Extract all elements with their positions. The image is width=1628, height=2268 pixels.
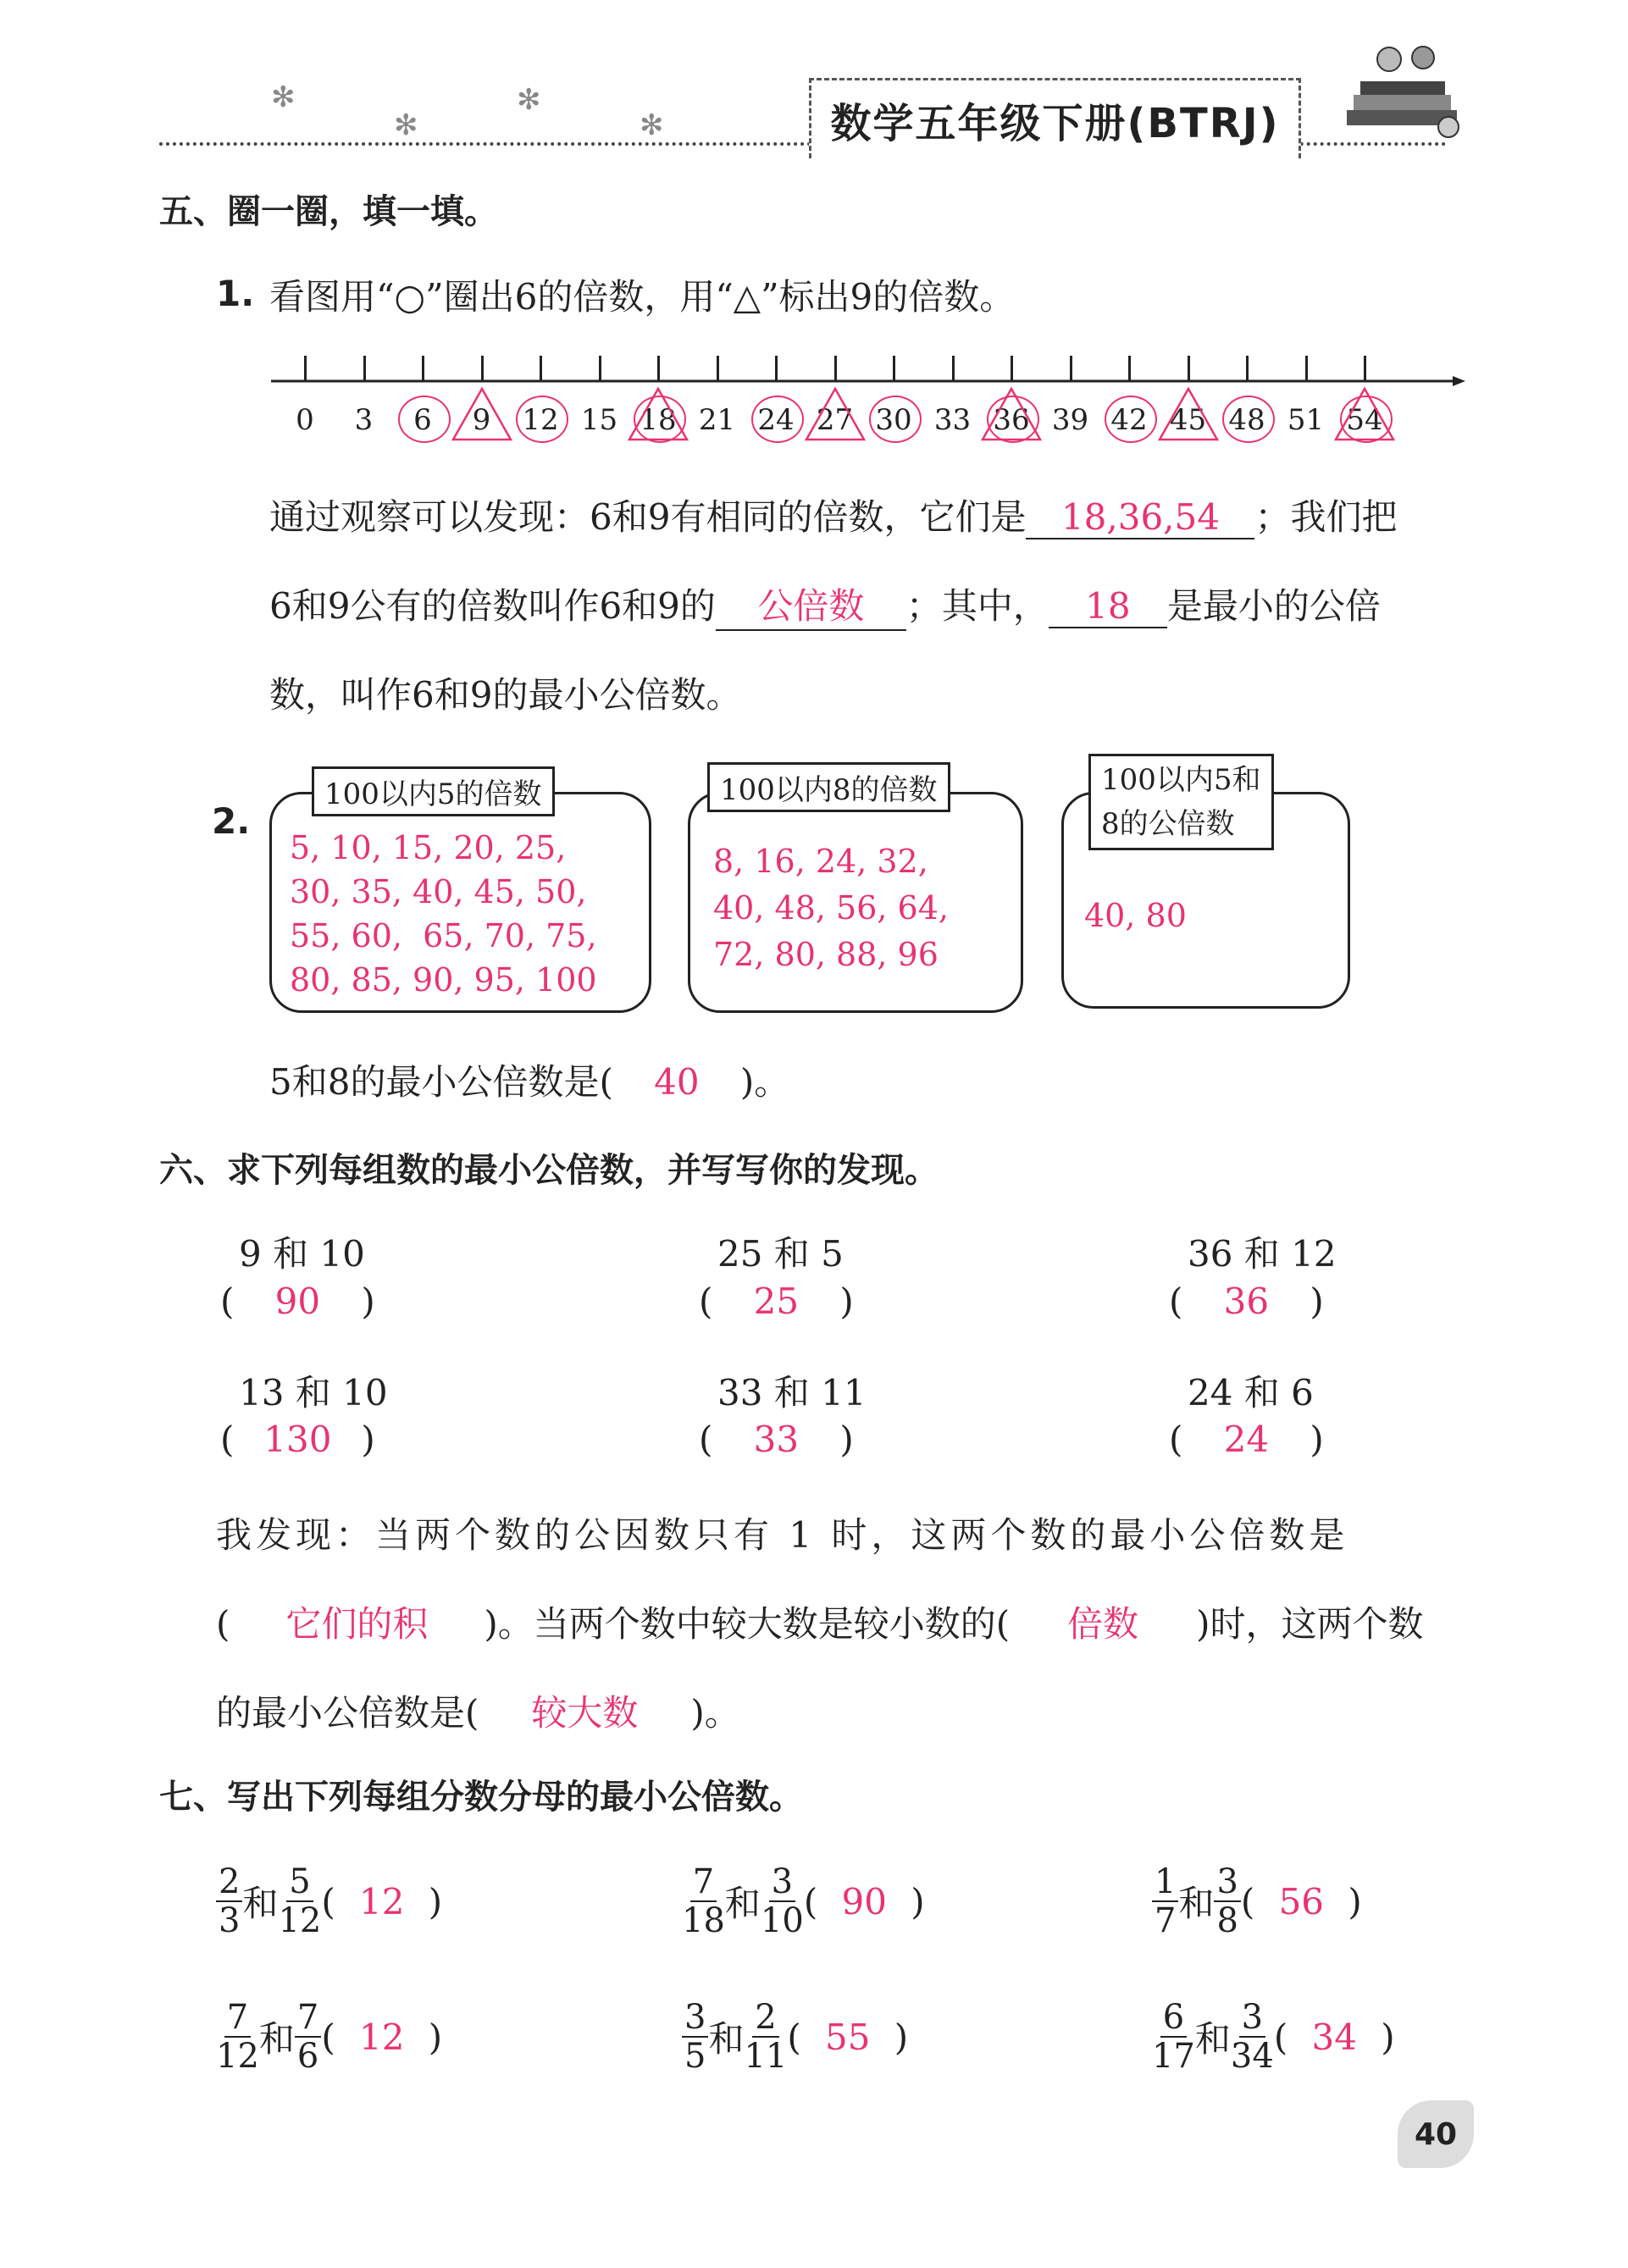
section5-heading: 五、圈一圈，填一填。 bbox=[159, 192, 498, 231]
conjunction: 和 bbox=[708, 2018, 745, 2060]
number-line-label: 6 bbox=[413, 403, 432, 437]
conjunction: 和 bbox=[724, 1883, 761, 1924]
triangle-mark bbox=[627, 386, 689, 442]
paren-close: ) bbox=[1310, 1419, 1324, 1460]
number-line-label: 24 bbox=[757, 403, 795, 437]
denominator: 6 bbox=[296, 2037, 319, 2076]
lcm-answer: 36 bbox=[1223, 1281, 1270, 1322]
numerator: 7 bbox=[295, 1999, 321, 2038]
answer-lcm-5-8: 40 bbox=[654, 1061, 700, 1103]
number-line-tick bbox=[952, 356, 955, 381]
number-line-label: 36 bbox=[993, 403, 1030, 437]
triangle-mark bbox=[451, 386, 513, 442]
number-line-tick bbox=[893, 356, 895, 381]
q1-line1 bbox=[269, 490, 1397, 540]
q1-number: 1. bbox=[216, 273, 255, 314]
number-line-tick bbox=[481, 356, 484, 381]
denominator: 12 bbox=[278, 1901, 322, 1940]
number-line-tick bbox=[775, 356, 778, 381]
paren-close: ) bbox=[1310, 1281, 1324, 1322]
paren-open: ( bbox=[787, 2016, 801, 2058]
number-line-label: 33 bbox=[933, 403, 972, 437]
number-line-tick bbox=[599, 356, 601, 381]
circle-mark bbox=[516, 396, 568, 443]
lcm-pair: 36 和 12 bbox=[1188, 1233, 1337, 1275]
number-line-label: 30 bbox=[875, 403, 912, 437]
fraction-a bbox=[216, 1863, 242, 1939]
number-line-tick bbox=[1188, 356, 1190, 381]
answer-larger-number: 较大数 bbox=[531, 1692, 639, 1734]
common-multiples-values: 40, 80 bbox=[1084, 897, 1187, 934]
number-line-label: 15 bbox=[580, 403, 618, 437]
number-line-tick bbox=[1128, 356, 1131, 381]
fraction-a bbox=[682, 1863, 725, 1939]
paren-open: ( bbox=[1169, 1281, 1183, 1322]
kids-reading-illustration bbox=[1330, 34, 1474, 148]
fraction-a bbox=[216, 1999, 259, 2075]
finding-l2-a: ( bbox=[216, 1603, 230, 1645]
fraction-a bbox=[1152, 1863, 1178, 1939]
number-line-tick bbox=[1364, 356, 1366, 381]
answer-common-multiple-name: 公倍数 bbox=[716, 578, 906, 631]
numerator: 3 bbox=[769, 1863, 795, 1902]
numerator: 7 bbox=[690, 1863, 717, 1902]
q2-lcm-post: )。 bbox=[739, 1061, 790, 1103]
number-line-tick bbox=[422, 356, 424, 381]
multiples-of-5-label: 100以内5的倍数 bbox=[312, 766, 555, 816]
q1-line2-pre: 6和9公有的倍数叫作6和9的 bbox=[269, 585, 716, 627]
numerator: 1 bbox=[1152, 1863, 1178, 1902]
lcm-answer-row bbox=[1169, 1419, 1324, 1460]
paren-open: ( bbox=[1169, 1419, 1183, 1460]
denominator: 3 bbox=[219, 1901, 241, 1940]
star-icon: ✻ bbox=[271, 80, 296, 114]
paren-close: ) bbox=[894, 2016, 909, 2058]
lcm-pair: 13 和 10 bbox=[239, 1372, 388, 1413]
q1-line2-mid: ；其中， bbox=[905, 585, 1049, 627]
common-multiples-label: 100以内5和 8的公倍数 bbox=[1088, 754, 1274, 850]
paren-open: ( bbox=[803, 1880, 818, 1922]
number-line-label: 54 bbox=[1346, 403, 1383, 437]
finding-l3-b: )。 bbox=[690, 1692, 740, 1734]
number-line-tick bbox=[540, 356, 542, 381]
q2-number: 2. bbox=[212, 800, 251, 842]
number-line-label: 3 bbox=[354, 403, 374, 437]
answer-multiple: 倍数 bbox=[1067, 1603, 1139, 1645]
number-line-label: 48 bbox=[1228, 403, 1265, 437]
number-line-tick bbox=[1011, 356, 1013, 381]
q1-line1-post: ；我们把 bbox=[1254, 496, 1398, 538]
number-line-label: 9 bbox=[472, 403, 491, 437]
lcm-pair: 24 和 6 bbox=[1188, 1372, 1314, 1413]
finding-l3-a: 的最小公倍数是( bbox=[216, 1692, 479, 1734]
paren-close: ) bbox=[839, 1419, 854, 1460]
finding-l2-c: )时，这两个数 bbox=[1196, 1603, 1424, 1645]
number-line-label: 51 bbox=[1287, 403, 1325, 437]
denominator: 11 bbox=[744, 2037, 788, 2076]
paren-open: ( bbox=[1273, 2016, 1288, 2058]
finding-l2-b: )。当两个数中较大数是较小数的( bbox=[484, 1603, 1011, 1645]
lcm-answer: 90 bbox=[841, 1880, 887, 1922]
lcm-answer: 130 bbox=[263, 1419, 332, 1460]
fraction-b bbox=[744, 1999, 787, 2075]
fraction-b bbox=[1231, 1999, 1274, 2075]
circle-mark bbox=[869, 396, 922, 443]
q1-line3: 数，叫作6和9的最小公倍数。 bbox=[269, 674, 742, 716]
denominator: 5 bbox=[684, 2037, 706, 2076]
lcm-pair: 9 和 10 bbox=[239, 1233, 365, 1275]
lcm-answer: 33 bbox=[753, 1419, 800, 1460]
fraction-b bbox=[1214, 1863, 1240, 1939]
numerator: 7 bbox=[224, 1999, 251, 2038]
lcm-answer-row bbox=[220, 1419, 375, 1460]
lcm-answer-row bbox=[220, 1281, 375, 1322]
fraction-b bbox=[295, 1999, 321, 2075]
number-line-label: 45 bbox=[1169, 403, 1207, 437]
numerator: 3 bbox=[1239, 1999, 1265, 2038]
numerator: 6 bbox=[1160, 1999, 1187, 2038]
circle-mark bbox=[1222, 396, 1275, 443]
lcm-answer-row bbox=[699, 1419, 854, 1460]
lcm-answer: 90 bbox=[274, 1281, 321, 1322]
paren-open: ( bbox=[1240, 1880, 1255, 1922]
denominator: 7 bbox=[1155, 1901, 1177, 1940]
fraction-pair bbox=[682, 1863, 925, 1939]
lcm-answer-row bbox=[699, 1281, 854, 1322]
circle-mark bbox=[398, 396, 451, 443]
paren-close: ) bbox=[361, 1419, 375, 1460]
lcm-answer: 25 bbox=[753, 1281, 800, 1322]
number-line-label: 18 bbox=[640, 403, 677, 437]
number-line-tick bbox=[1305, 356, 1308, 381]
q1-line2-post: 是最小的公倍 bbox=[1166, 585, 1381, 627]
fraction-pair bbox=[1152, 1863, 1362, 1939]
answer-common-multiples: 18,36,54 bbox=[1026, 496, 1254, 539]
numerator: 3 bbox=[682, 1999, 708, 2038]
circle-mark bbox=[751, 396, 804, 443]
q2-lcm-pre: 5和8的最小公倍数是( bbox=[269, 1061, 613, 1103]
conjunction: 和 bbox=[258, 2018, 295, 2060]
number-line-tick bbox=[1246, 356, 1249, 381]
fraction-a bbox=[682, 1999, 708, 2075]
number-line-label: 27 bbox=[816, 403, 854, 437]
number-line-label: 42 bbox=[1110, 403, 1148, 437]
conjunction: 和 bbox=[242, 1883, 279, 1924]
finding-line1: 我发现：当两个数的公因数只有 1 时，这两个数的最小公倍数是 bbox=[216, 1514, 1349, 1556]
number-line-tick bbox=[717, 356, 719, 381]
paren-close: ) bbox=[1348, 1880, 1362, 1922]
finding-line2 bbox=[216, 1596, 1424, 1647]
lcm-pair: 25 和 5 bbox=[717, 1233, 844, 1275]
numerator: 5 bbox=[286, 1863, 313, 1902]
paren-close: ) bbox=[911, 1880, 925, 1922]
finding-line3 bbox=[216, 1685, 740, 1736]
number-line-label: 0 bbox=[296, 403, 314, 437]
q2-lcm-line bbox=[269, 1054, 789, 1105]
triangle-mark bbox=[1333, 386, 1396, 442]
fraction-pair bbox=[1152, 1999, 1395, 2075]
q1-prompt: 看图用“○”圈出6的倍数，用“△”标出9的倍数。 bbox=[269, 276, 1016, 318]
number-line-label: 21 bbox=[698, 403, 736, 437]
triangle-mark bbox=[980, 386, 1043, 442]
multiples-of-5-values: 5, 10, 15, 20, 25, 30, 35, 40, 45, 50, 55, 60, 65, 70, 75, 80, 85, 90, 95, 100 bbox=[290, 829, 597, 998]
paren-open: ( bbox=[699, 1419, 713, 1460]
paren-open: ( bbox=[220, 1419, 235, 1460]
number-line-tick bbox=[657, 356, 660, 381]
lcm-answer: 12 bbox=[359, 1880, 405, 1922]
answer-least-common-multiple: 18 bbox=[1049, 585, 1167, 628]
answer-product: 它们的积 bbox=[285, 1603, 429, 1645]
lcm-answer: 55 bbox=[825, 2016, 871, 2058]
paren-close: ) bbox=[839, 1281, 854, 1322]
paren-close: ) bbox=[361, 1281, 375, 1322]
paren-close: ) bbox=[428, 2016, 443, 2058]
fraction-b bbox=[761, 1863, 804, 1939]
q1-line2 bbox=[269, 578, 1381, 631]
lcm-answer: 34 bbox=[1311, 2016, 1357, 2058]
paren-close: ) bbox=[428, 1880, 443, 1922]
numerator: 2 bbox=[752, 1999, 778, 2038]
multiples-of-8-label: 100以内8的倍数 bbox=[707, 762, 950, 812]
star-icon: ✻ bbox=[394, 108, 418, 142]
fraction-pair bbox=[216, 1863, 442, 1939]
denominator: 18 bbox=[682, 1901, 725, 1940]
triangle-mark bbox=[804, 386, 867, 442]
paren-open: ( bbox=[220, 1281, 235, 1322]
denominator: 8 bbox=[1216, 1901, 1238, 1940]
page-number: 40 bbox=[1398, 2100, 1474, 2168]
lcm-answer: 56 bbox=[1278, 1880, 1325, 1922]
number-line-tick bbox=[363, 356, 366, 381]
denominator: 17 bbox=[1152, 2037, 1195, 2076]
paren-open: ( bbox=[321, 2016, 335, 2058]
numerator: 2 bbox=[216, 1863, 242, 1902]
paren-close: ) bbox=[1381, 2016, 1395, 2058]
numerator: 3 bbox=[1214, 1863, 1240, 1902]
lcm-pair: 33 和 11 bbox=[717, 1372, 867, 1413]
number-line-tick bbox=[1070, 356, 1072, 381]
header-title: 数学五年级下册(BTRJ) bbox=[809, 78, 1301, 158]
triangle-mark bbox=[1157, 386, 1220, 442]
section7-heading: 七、写出下列每组分数分母的最小公倍数。 bbox=[159, 1778, 803, 1817]
paren-open: ( bbox=[321, 1880, 335, 1922]
fraction-a bbox=[1152, 1999, 1195, 2075]
fraction-pair bbox=[682, 1999, 908, 2075]
denominator: 10 bbox=[760, 1901, 804, 1940]
section6-heading: 六、求下列每组数的最小公倍数，并写写你的发现。 bbox=[159, 1151, 939, 1190]
denominator: 34 bbox=[1230, 2037, 1274, 2076]
number-line-label: 12 bbox=[522, 403, 559, 437]
lcm-answer: 24 bbox=[1223, 1419, 1270, 1460]
paren-open: ( bbox=[699, 1281, 713, 1322]
fraction-pair bbox=[216, 1999, 442, 2075]
multiples-of-8-values: 8, 16, 24, 32, 40, 48, 56, 64, 72, 80, 88, 96 bbox=[713, 843, 949, 973]
q1-line1-pre: 通过观察可以发现：6和9有相同的倍数，它们是 bbox=[269, 496, 1027, 538]
number-line-tick bbox=[304, 356, 307, 381]
star-icon: ✻ bbox=[640, 108, 664, 142]
number-line-tick bbox=[834, 356, 837, 381]
number-line-label: 39 bbox=[1051, 403, 1089, 437]
circle-mark bbox=[1105, 396, 1157, 443]
conjunction: 和 bbox=[1194, 2018, 1231, 2060]
denominator: 12 bbox=[216, 2037, 259, 2076]
lcm-answer-row bbox=[1169, 1281, 1324, 1322]
star-icon: ✻ bbox=[517, 83, 541, 117]
fraction-b bbox=[278, 1863, 321, 1939]
lcm-answer: 12 bbox=[359, 2016, 405, 2058]
conjunction: 和 bbox=[1178, 1883, 1215, 1924]
